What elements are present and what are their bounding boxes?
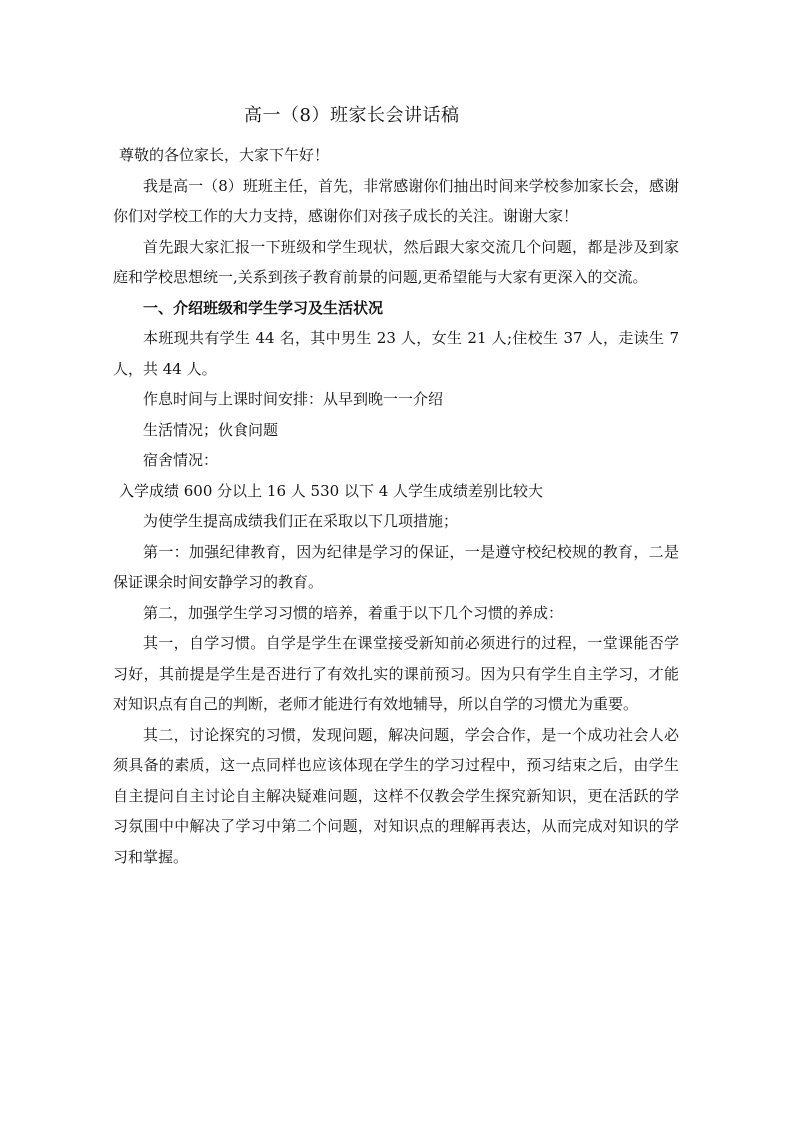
paragraph: 作息时间与上课时间安排：从早到晚一一介绍: [143, 390, 444, 408]
paragraph: 本班现共有学生 44 名，其中男生 23 人，女生 21 人;住校生 37 人，走读生 7 人，共 44 人。: [113, 329, 679, 378]
paragraph: 首先跟大家汇报一下班级和学生现状，然后跟大家交流几个问题，都是涉及到家庭和学校思想统一,关系到孩子教育前景的问题,更希望能与大家有更深入的交流。: [113, 237, 679, 286]
paragraph: 第一：加强纪律教育，因为纪律是学习的保证，一是遵守校纪校规的教育，二是保证课余时间安静学习的教育。: [113, 542, 679, 591]
paragraph: 宿舍情况：: [143, 451, 219, 469]
paragraph: 第二，加强学生学习习惯的培养，着重于以下几个习惯的养成：: [143, 603, 564, 622]
greeting-paragraph: 尊敬的各位家长，大家下午好！: [119, 146, 330, 164]
document-title: 高一（8）班家长会讲话稿: [244, 105, 460, 126]
section-heading: 一、介绍班级和学生学习及生活状况: [143, 298, 384, 317]
document-body: [113, 140, 679, 872]
paragraph: 其二，讨论探究的习惯，发现问题，解决问题，学会合作，是一个成功社会人必须具备的素质，这一点同样也应该体现在学生的学习过程中，预习结束之后，由学生自主提问自主讨论自主解决疑难问题，这样不仅教会学生探究新知识，更在活跃的学习氛围中中解决了学习中第二个问题，对知识点的理解再表达，从而完成对知识的学习和掌握。: [113, 725, 679, 866]
paragraph: 其一，自学习惯。自学是学生在课堂接受新知前必须进行的过程，一堂课能否学习好，其前提是学生是否进行了有效扎实的课前预习。因为只有学生自主学习，才能对知识点有自己的判断，老师才能进行有效地辅导，所以自学的习惯尤为重要。: [113, 634, 679, 713]
paragraph: 生活情况；伙食问题: [143, 420, 279, 439]
paragraph: 为使学生提高成绩我们正在采取以下几项措施；: [143, 512, 459, 530]
paragraph: 入学成绩 600 分以上 16 人 530 以下 4 人学生成绩差别比较大: [119, 481, 544, 500]
paragraph: 我是高一（8）班班主任，首先，非常感谢你们抽出时间来学校参加家长会，感谢你们对学校工作的大力支持，感谢你们对孩子成长的关注。谢谢大家！: [113, 176, 679, 225]
